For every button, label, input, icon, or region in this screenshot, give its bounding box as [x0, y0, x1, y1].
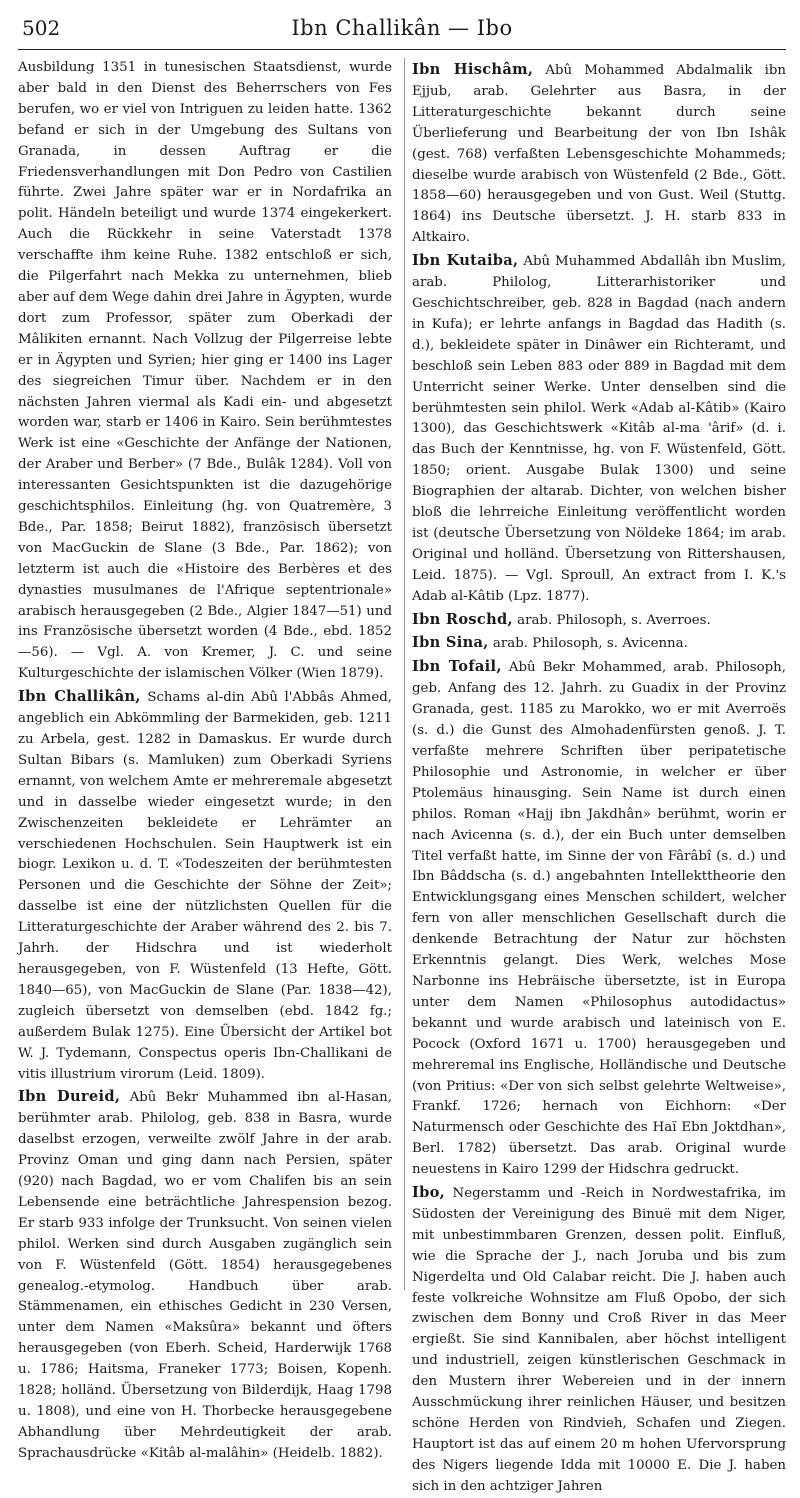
entry-ibn-hischam: [412, 60, 786, 249]
entry-headword: Ibn Kutaiba,: [412, 252, 519, 270]
entry-ibo: [412, 1183, 786, 1498]
entry-text: arab. Philosoph, s. Avicenna.: [492, 636, 688, 652]
right-column: [412, 58, 786, 1494]
entry-ibn-kutaiba: [412, 251, 786, 607]
entry-ibn-tofail: [412, 657, 786, 1181]
entry-ibn-sina: [412, 633, 786, 655]
entry-headword: Ibn Roschd,: [412, 610, 513, 628]
entry-ibn-dureid: [18, 1087, 392, 1464]
left-column: [18, 58, 392, 1461]
entry-text: Abû Muhammed Abdallâh ibn Muslim, arab. Philolog, Litterarhistoriker und Geschichtschreiber, geb. 828 in Bagdad (nach andern in Kufa); er lehrte anfangs in Bagdad das Hadith (s. d.), bekleidete später in Dinâwer ein Richteramt, und beschloß sein Leben 883 oder 889 in Bagdad mit dem Unterricht seiner Werke. Unter denselben sind die berühmtesten sein philol. Werk «Adab al-Kâtib» (Kairo 1300), das Geschichtswerk «Kitâb al-ma 'ârif» (d. i. das Buch der Kenntnisse, hg. von F. Wüstenfeld, Gött. 1850; orient. Ausgabe Bulak 1300) und seine Biographien der altarab. Dichter, von welchen bisher bloß die lehrreiche Einleitung veröffentlicht worden ist (deutsche Übersetzung von Nöldeke 1864; im arab. Original und holländ. Übersetzung von Rittershausen, Leid. 1875). — Vgl. Sproull, An extract from I. K.'s Adab al-Kâtib (Lpz. 1877).: [412, 254, 786, 604]
entry-headword: Ibo,: [412, 1184, 446, 1202]
entry-headword: Ibn Hischâm,: [412, 61, 534, 78]
dictionary-page: [18, 16, 786, 1494]
entry-headword: Ibn Challikân,: [18, 688, 141, 706]
running-title: Ibn Challikân — Ibo: [291, 16, 513, 40]
entry-text: Abû Bekr Mohammed, arab. Philosoph, geb. Anfang des 12. Jahrh. zu Guadix in der Provinz Granada, gest. 1185 zu Marokko, wo er mit Averroës (s. d.) die Gunst des Almohadenfürsten genoß. J. T. verfaßte mehrere Schriften über peripatetische Philosophie und Astronomie, in welcher er über Ptolemäus hinausging. Sein Name ist durch einen philos. Roman «Hajj ibn Jakdhân» berühmt, worin er nach Avicenna (s. d.), der ein Buch unter demselben Titel verfaßt hatte, im Sinne der von Fârâbî (s. d.) und Ibn Bâddscha (s. d.) angebahnten Intellekttheorie den Entwicklungsgang eines Menschen schildert, welcher fern von aller menschlichen Gesellschaft durch die denkende Betrachtung der Natur zur höchsten Erkenntnis gelangt. Dies Werk, welches Mose Narbonne ins Hebräische übersetzte, ist in Europa unter dem Namen «Philosophus autodidactus» bekannt und wurde arabisch und lateinisch von E. Pocock (Oxford 1671 u. 1700) herausgegeben und mehreremal ins Englische, Holländische und Deutsche (von Pritius: «Der von sich selbst gelehrte Weltweise», Frankf. 1726; hernach von Eichhorn: «Der Naturmensch oder Geschichte des Haï Ebn Joktdhan», Berl. 1782) übersetzt. Das arab. Original wurde neuestens in Kairo 1299 der Hidschra gedruckt.: [412, 660, 786, 1178]
header-rule: [18, 49, 786, 50]
entry-headword: Ibn Dureid,: [18, 1088, 121, 1106]
entry-ibn-challikan: [18, 687, 392, 1085]
entry-text: Schams al-din Abû l'Abbâs Ahmed, angeblich ein Abkömmling der Barmekiden, geb. 1211 zu Arbela, gest. 1282 in Damaskus. Er wurde durch Sultan Bibars (s. Mamluken) zum Oberkadi Syriens ernannt, von welchem Amte er mehreremale abgesetzt und in dasselbe wieder eingesetzt wurde; in den Zwischenzeiten bekleidete er Lehrämter an verschiedenen Hochschulen. Sein Hauptwerk ist ein biogr. Lexikon u. d. T. «Todeszeiten der berühmtesten Personen und die Geschichte der Söhne der Zeit»; dasselbe ist eine der nützlichsten Quellen für die Litteraturgeschichte der Araber während des 2. bis 7. Jahrh. der Hidschra und ist wiederholt herausgegeben, von F. Wüstenfeld (13 Hefte, Gött. 1840—65), von MacGuckin de Slane (Par. 1838—42), zugleich übersetzt von demselben (ebd. 1842 fg.; außerdem Bulak 1275). Eine Übersicht der Artikel bot W. J. Tydemann, Conspectus operis Ibn-Challikani de vitis illustrium virorum (Leid. 1809).: [18, 690, 392, 1082]
entry-text: Abû Mohammed Abdalmalik ibn Ejjub, arab. Gelehrter aus Basra, in der Litteraturgeschichte bekannt durch seine Überlieferung und Bearbeitung der von Ibn Ishâk (gest. 768) verfaßten Lebensgeschichte Mohammeds; dieselbe wurde arabisch von Wüstenfeld (2 Bde., Gött. 1858—60) herausgegeben und von Gust. Weil (Stuttg. 1864) ins Deutsche übersetzt. J. H. starb 833 in Altkairo.: [412, 63, 786, 246]
page-header: [18, 16, 786, 50]
entry-text: arab. Philosoph, s. Averroes.: [517, 612, 711, 628]
entry-headword: Ibn Sina,: [412, 634, 489, 652]
entry-headword: Ibn Tofail,: [412, 658, 502, 676]
continued-entry-text: Ausbildung 1351 in tunesischen Staatsdienst, wurde aber bald in den Dienst des Beherrschers von Fes berufen, wo er viel von Intriguen zu leiden hatte. 1362 befand er sich in der Umgebung des Sultans von Granada, in dessen Auftrag er die Friedensverhandlungen mit Don Pedro von Castilien führte. Zwei Jahre später war er in Nordafrika an polit. Händeln beteiligt und wurde 1374 eingekerkert. Auch die Rückkehr in seine Vaterstadt 1378 verschaffte ihm keine Ruhe. 1382 entschloß er sich, die Pilgerfahrt nach Mekka zu unternehmen, blieb aber auf dem Wege dahin drei Jahre in Ägypten, wurde dort zum Professor, später zum Oberkadi der Mâlikiten ernannt. Nach Vollzug der Pilgerreise lebte er in Ägypten und Syrien; hier ging er 1400 ins Lager des siegreichen Timur über. Nachdem er in den nächsten Jahren viermal als Kadi ein- und abgesetzt worden war, starb er 1406 in Kairo. Sein berühmtestes Werk ist eine «Geschichte der Anfänge der Nationen, der Araber und Berber» (7 Bde., Bulâk 1284). Voll von interessanten Gesichtspunkten ist die dazugehörige geschichtsphilos. Einleitung (hg. von Quatremère, 3 Bde., Par. 1858; Beirut 1882), französisch übersetzt von MacGuckin de Slane (3 Bde., Par. 1862); von letzterm ist auch die «Histoire des Berbères et des dynasties musulmanes de l'Afrique septentrionale» arabisch herausgegeben (2 Bde., Algier 1847—51) und ins Französische übersetzt worden (4 Bde., ebd. 1852—56). — Vgl. A. von Kremer, J. C. und seine Kulturgeschichte der islamischen Völker (Wien 1879).: [18, 60, 392, 682]
page-number: 502: [22, 16, 61, 40]
entry-text: Abû Bekr Muhammed ibn al-Hasan, berühmter arab. Philolog, geb. 838 in Basra, wurde daselbst erzogen, verweilte zwölf Jahre in der arab. Provinz Oman und ging dann nach Persien, später (920) nach Bagdad, wo er vom Chalifen bis an sein Lebensende eine beträchtliche Jahrespension bezog. Er starb 933 infolge der Trunksucht. Von seinen vielen philol. Werken sind durch Ausgaben zugänglich sein von F. Wüstenfeld (Gött. 1854) herausgegebenes genealog.-etymolog. Handbuch über arab. Stämmenamen, ein ethisches Gedicht in 230 Versen, unter dem Namen «Maksûra» bekannt und öfters herausgegeben (von Eberh. Scheid, Harderwijk 1768 u. 1786; Haitsma, Franeker 1773; Boisen, Kopenh. 1828; holländ. Übersetzung von Bilderdijk, Haag 1798 u. 1808), und eine von H. Thorbecke herausgegebene Abhandlung über Mehrdeutigkeit der arab. Sprachausdrücke «Kitâb al-malâhin» (Heidelb. 1882).: [18, 1090, 392, 1461]
columns: [18, 58, 786, 1494]
entry-ibn-roschd: [412, 610, 786, 632]
entry-text: Negerstamm und -Reich in Nordwestafrika, im Südosten der Vereinigung des Binuë mit dem Niger, mit unbestimmbaren Grenzen, dessen polit. Einfluß, wie die Sprache der J., nach Joruba und bis zum Nigerdelta und Old Calabar reicht. Die J. haben auch feste volkreiche Wohnsitze am Fluß Opobo, der sich zwischen dem Bonny und Croß River in das Meer ergießt. Sie sind Kannibalen, aber höchst intelligent und industriell, zeigen künstlerischen Geschmack in den Mustern ihrer Webereien und in der innern Ausschmückung ihrer reinlichen Häuser, und besitzen schöne Herden von Rindvieh, Schafen und Ziegen. Hauptort ist das auf einem 20 m hohen Ufervorsprung des Nigers liegende Idda mit 10000 E. Die J. haben sich in den achtziger Jahren: [412, 1186, 786, 1494]
